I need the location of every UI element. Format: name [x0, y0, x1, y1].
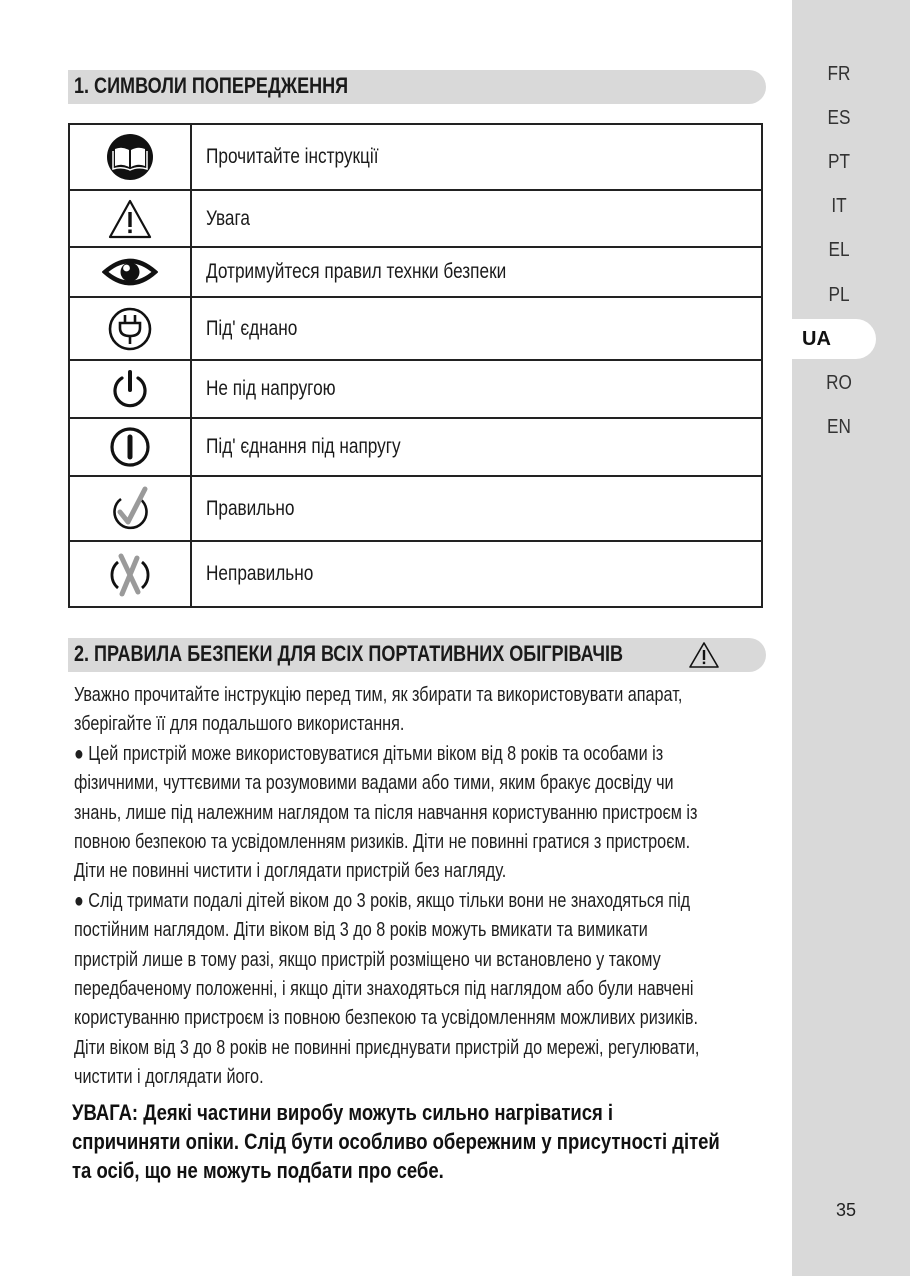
symbol-label: Не під напругою [191, 360, 762, 418]
section-1-title: 1. СИМВОЛИ ПОПЕРЕДЖЕННЯ [74, 73, 349, 98]
power-off-icon [110, 368, 150, 410]
lang-tab-es[interactable]: ES [827, 107, 851, 129]
table-row [69, 418, 762, 476]
warning-line: УВАГА: Деякі частини виробу можуть сильно нагріватися і [72, 1100, 614, 1125]
lang-tab-pt[interactable]: PT [828, 151, 850, 173]
symbol-label: Правильно [191, 476, 762, 542]
text-line: зберігайте її для подальшого використання. [74, 713, 405, 736]
language-sidebar [792, 0, 910, 1276]
section-1-header [68, 70, 766, 104]
warning-line: та осіб, що не можуть подбати про себе. [72, 1158, 444, 1183]
lang-tab-it[interactable]: IT [831, 195, 847, 217]
symbol-cell [69, 124, 191, 190]
table-row [69, 476, 762, 542]
symbol-label: Під' єднано [191, 297, 762, 360]
safety-rules-text [74, 681, 774, 1093]
text-line: Діти віком від 3 до 8 років не повинні приєднувати пристрій до мережі, регулювати, [74, 1036, 700, 1059]
text-line: передбаченому положенні, і якщо діти знаходяться під наглядом або були навчені [74, 978, 694, 1001]
text-line: ● Цей пристрій може використовуватися дітьми віком від 8 років та особами із [74, 742, 664, 765]
symbol-label: Неправильно [191, 541, 762, 607]
text-line: фізичними, чуттєвими та розумовими вадами або тими, яким бракує досвіду чи [74, 772, 674, 795]
warning-symbols-table [68, 123, 763, 608]
symbol-label: Під' єднання під напругу [191, 418, 762, 476]
lang-tab-el[interactable]: EL [828, 239, 850, 261]
table-row [69, 541, 762, 607]
section-2-header [68, 638, 766, 672]
symbol-cell [69, 360, 191, 418]
plug-icon [107, 306, 153, 352]
table-row [69, 247, 762, 297]
lang-tab-pl[interactable]: PL [828, 284, 850, 306]
section-2-title: 2. ПРАВИЛА БЕЗПЕКИ ДЛЯ ВСІХ ПОРТАТИВНИХ ОБІГРІВАЧІВ [74, 641, 624, 666]
symbol-cell [69, 541, 191, 607]
read-instructions-icon [106, 133, 154, 181]
page-number: 35 [835, 1200, 857, 1220]
warning-icon [107, 198, 153, 240]
lang-tab-ro[interactable]: RO [826, 372, 852, 394]
table-row [69, 360, 762, 418]
table-row [69, 124, 762, 190]
text-line: пристрій лише в тому разі, якщо пристрій розміщено чи встановлено у такому [74, 948, 661, 971]
cross-icon [106, 550, 154, 598]
warning-line: спричиняти опіки. Слід бути особливо обережним у присутності дітей [72, 1129, 720, 1154]
text-line: повною безпекою та усвідомленням ризиків. Діти не повинні гратися з пристроєм. [74, 831, 691, 854]
text-line: знань, лише під належним наглядом та після навчання користуванню пристроєм із [74, 801, 698, 824]
check-icon [107, 485, 153, 533]
text-line: Діти не повинні чистити і доглядати пристрій без нагляду. [74, 860, 507, 883]
text-line: постійним наглядом. Діти віком від 3 до 8 років можуть вмикати та вимикати [74, 919, 648, 942]
symbol-cell [69, 418, 191, 476]
lang-tab-fr[interactable]: FR [827, 63, 851, 85]
symbol-cell [69, 190, 191, 248]
burn-warning [72, 1098, 792, 1185]
text-line: чистити і доглядати його. [74, 1066, 264, 1089]
eye-icon [102, 254, 158, 290]
symbol-label: Увага [191, 190, 762, 248]
lang-tab-en[interactable]: EN [827, 416, 851, 438]
text-line: ● Слід тримати подалі дітей віком до 3 років, якщо тільки вони не знаходяться під [74, 889, 691, 912]
lang-tab-ua-active[interactable]: UA [792, 319, 876, 359]
text-line: Уважно прочитайте інструкцію перед тим, як збирати та використовувати апарат, [74, 684, 683, 706]
symbol-cell [69, 297, 191, 360]
symbol-label: Дотримуйтеся правил технки безпеки [191, 247, 762, 297]
symbol-cell [69, 247, 191, 297]
warning-icon [688, 641, 720, 669]
power-on-icon [109, 426, 151, 468]
text-line: користуванню пристроєм із повною безпекою та усвідомленням можливих ризиків. [74, 1007, 699, 1030]
table-row [69, 297, 762, 360]
symbol-cell [69, 476, 191, 542]
symbol-label: Прочитайте інструкції [191, 124, 762, 190]
table-row [69, 190, 762, 248]
